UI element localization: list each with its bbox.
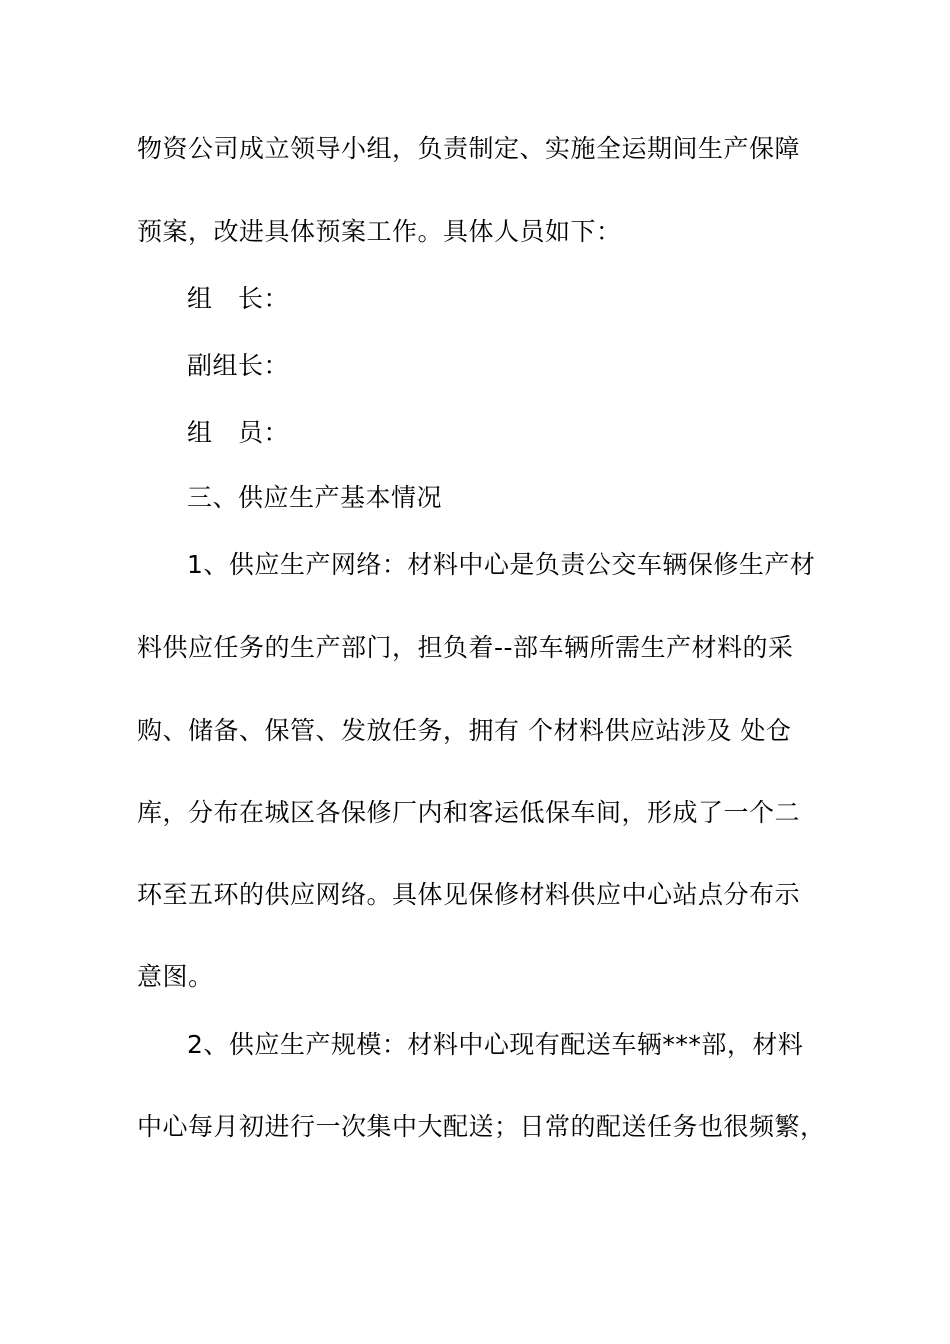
paragraph-line-10: 中心每月初进行一次集中大配送；日常的配送任务也很频繁， <box>137 1112 826 1141</box>
paragraph-line-9: 2、供应生产规模：材料中心现有配送车辆***部，材料 <box>187 1030 804 1059</box>
section-heading: 三、供应生产基本情况 <box>187 483 443 512</box>
team-member-label: 组 员： <box>187 418 290 447</box>
paragraph-line-4: 料供应任务的生产部门，担负着--部车辆所需生产材料的采 <box>137 633 794 662</box>
paragraph-line-5: 购、储备、保管、发放任务，拥有 个材料供应站涉及 处仓 <box>137 716 792 745</box>
deputy-leader-label: 副组长： <box>187 351 290 380</box>
paragraph-line-3: 1、供应生产网络：材料中心是负责公交车辆保修生产材 <box>187 550 816 579</box>
paragraph-line-2: 预案，改进具体预案工作。具体人员如下： <box>137 217 622 246</box>
paragraph-line-8: 意图。 <box>137 962 214 991</box>
paragraph-line-6: 库，分布在城区各保修厂内和客运低保车间，形成了一个二 <box>137 798 801 827</box>
paragraph-line-1: 物资公司成立领导小组，负责制定、实施全运期间生产保障 <box>137 134 801 163</box>
team-leader-label: 组 长： <box>187 284 290 313</box>
paragraph-line-7: 环至五环的供应网络。具体见保修材料供应中心站点分布示 <box>137 880 801 909</box>
